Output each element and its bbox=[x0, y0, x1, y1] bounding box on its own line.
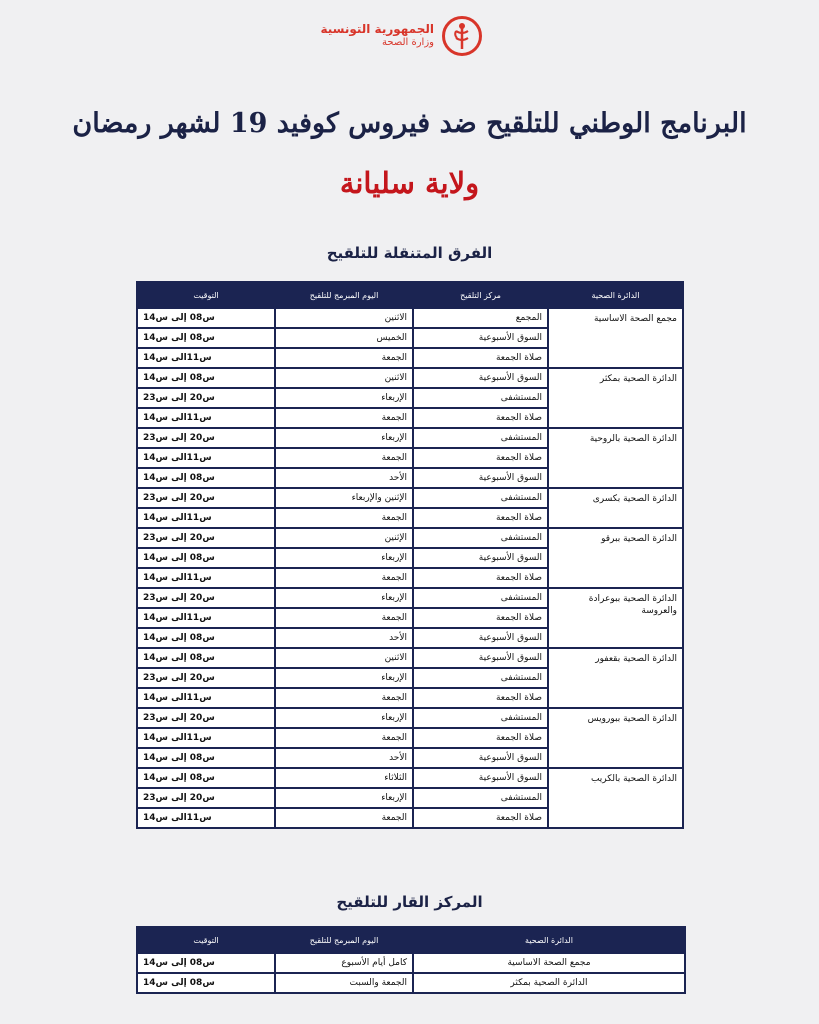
time-cell: س08 إلى س14 bbox=[137, 953, 275, 973]
day-cell: الجمعة bbox=[275, 808, 413, 828]
time-cell: س20 إلى س23 bbox=[137, 388, 275, 408]
time-cell: س11الى س14 bbox=[137, 688, 275, 708]
mobile-teams-table bbox=[136, 281, 684, 829]
day-cell: الجمعة bbox=[275, 728, 413, 748]
center-cell: السوق الأسبوعية bbox=[413, 368, 548, 388]
district-cell: الدائرة الصحية بالكريب bbox=[548, 768, 683, 828]
day-cell: الجمعة bbox=[275, 408, 413, 428]
table-row bbox=[137, 973, 685, 993]
fixed-center-table bbox=[136, 926, 686, 994]
center-cell: صلاة الجمعة bbox=[413, 608, 548, 628]
center-cell: السوق الأسبوعية bbox=[413, 768, 548, 788]
day-cell: الجمعة bbox=[275, 508, 413, 528]
time-cell: س20 إلى س23 bbox=[137, 428, 275, 448]
day-cell: الإثنين والإربعاء bbox=[275, 488, 413, 508]
table-row bbox=[137, 368, 683, 388]
time-cell: س20 إلى س23 bbox=[137, 588, 275, 608]
district-cell: الدائرة الصحية بالروحية bbox=[548, 428, 683, 488]
time-cell: س20 إلى س23 bbox=[137, 528, 275, 548]
day-cell: الإربعاء bbox=[275, 668, 413, 688]
table-row bbox=[137, 708, 683, 728]
day-cell: كامل أيام الأسبوع bbox=[275, 953, 413, 973]
table-row bbox=[137, 588, 683, 608]
center-cell: صلاة الجمعة bbox=[413, 728, 548, 748]
time-cell: س20 إلى س23 bbox=[137, 668, 275, 688]
time-cell: س11الى س14 bbox=[137, 568, 275, 588]
center-cell: المستشفى bbox=[413, 588, 548, 608]
center-cell: المستشفى bbox=[413, 788, 548, 808]
column-header: الدائرة الصحية bbox=[548, 282, 683, 308]
time-cell: س11الى س14 bbox=[137, 408, 275, 428]
day-cell: الإربعاء bbox=[275, 548, 413, 568]
day-cell: الإربعاء bbox=[275, 788, 413, 808]
day-cell: الجمعة bbox=[275, 568, 413, 588]
day-cell: الجمعة bbox=[275, 348, 413, 368]
center-cell: السوق الأسبوعية bbox=[413, 628, 548, 648]
time-cell: س08 إلى س14 bbox=[137, 328, 275, 348]
time-cell: س11الى س14 bbox=[137, 508, 275, 528]
table-row bbox=[137, 488, 683, 508]
fixed-center-heading: المركز القار للتلقيح bbox=[336, 893, 483, 911]
column-header: الدائرة الصحية bbox=[413, 927, 685, 953]
day-cell: الاثنين bbox=[275, 308, 413, 328]
day-cell: الإربعاء bbox=[275, 428, 413, 448]
mobile-teams-heading: الفرق المتنقلة للتلقيح bbox=[326, 244, 493, 262]
time-cell: س08 إلى س14 bbox=[137, 973, 275, 993]
time-cell: س20 إلى س23 bbox=[137, 788, 275, 808]
logo-country-text: الجمهورية التونسية bbox=[320, 22, 434, 36]
district-cell: الدائرة الصحية بقعفور bbox=[548, 648, 683, 708]
day-cell: الخميس bbox=[275, 328, 413, 348]
time-cell: س11الى س14 bbox=[137, 448, 275, 468]
center-cell: صلاة الجمعة bbox=[413, 448, 548, 468]
time-cell: س11الى س14 bbox=[137, 728, 275, 748]
center-cell: صلاة الجمعة bbox=[413, 808, 548, 828]
table-row bbox=[137, 953, 685, 973]
column-header: التوقيت bbox=[137, 927, 275, 953]
day-cell: الإربعاء bbox=[275, 708, 413, 728]
center-cell: صلاة الجمعة bbox=[413, 348, 548, 368]
district-cell: الدائرة الصحية بمكثر bbox=[413, 973, 685, 993]
center-cell: السوق الأسبوعية bbox=[413, 648, 548, 668]
district-cell: الدائرة الصحية بكسرى bbox=[548, 488, 683, 528]
column-header: مركز التلقيح bbox=[413, 282, 548, 308]
day-cell: الأحد bbox=[275, 628, 413, 648]
center-cell: السوق الأسبوعية bbox=[413, 748, 548, 768]
center-cell: صلاة الجمعة bbox=[413, 408, 548, 428]
day-cell: الأحد bbox=[275, 468, 413, 488]
center-cell: السوق الأسبوعية bbox=[413, 548, 548, 568]
center-cell: المستشفى bbox=[413, 488, 548, 508]
center-cell: صلاة الجمعة bbox=[413, 568, 548, 588]
time-cell: س11الى س14 bbox=[137, 348, 275, 368]
day-cell: الثلاثاء bbox=[275, 768, 413, 788]
table-header-row bbox=[137, 282, 683, 308]
time-cell: س08 إلى س14 bbox=[137, 648, 275, 668]
center-cell: السوق الأسبوعية bbox=[413, 328, 548, 348]
table-header-row bbox=[137, 927, 685, 953]
center-cell: صلاة الجمعة bbox=[413, 688, 548, 708]
column-header: اليوم المبرمج للتلقيح bbox=[275, 282, 413, 308]
center-cell: المجمع bbox=[413, 308, 548, 328]
day-cell: الاثنين bbox=[275, 648, 413, 668]
page-subtitle: ولاية سليانة bbox=[339, 166, 480, 200]
day-cell: الجمعة bbox=[275, 688, 413, 708]
center-cell: المستشفى bbox=[413, 708, 548, 728]
day-cell: الجمعة bbox=[275, 448, 413, 468]
center-cell: السوق الأسبوعية bbox=[413, 468, 548, 488]
ministry-logo bbox=[320, 14, 482, 66]
time-cell: س08 إلى س14 bbox=[137, 748, 275, 768]
district-cell: الدائرة الصحية ببوعرادة والعروسة bbox=[548, 588, 683, 648]
day-cell: الجمعة والسبت bbox=[275, 973, 413, 993]
time-cell: س08 إلى س14 bbox=[137, 628, 275, 648]
district-cell: الدائرة الصحية ببورويس bbox=[548, 708, 683, 768]
time-cell: س11الى س14 bbox=[137, 808, 275, 828]
day-cell: الإربعاء bbox=[275, 388, 413, 408]
center-cell: المستشفى bbox=[413, 388, 548, 408]
center-cell: صلاة الجمعة bbox=[413, 508, 548, 528]
logo-ministry-text: وزارة الصحة bbox=[382, 37, 434, 48]
column-header: التوقيت bbox=[137, 282, 275, 308]
table-row bbox=[137, 308, 683, 328]
center-cell: المستشفى bbox=[413, 668, 548, 688]
time-cell: س08 إلى س14 bbox=[137, 468, 275, 488]
time-cell: س11الى س14 bbox=[137, 608, 275, 628]
table-row bbox=[137, 528, 683, 548]
table-row bbox=[137, 648, 683, 668]
center-cell: المستشفى bbox=[413, 528, 548, 548]
time-cell: س20 إلى س23 bbox=[137, 708, 275, 728]
district-cell: الدائرة الصحية ببرقو bbox=[548, 528, 683, 588]
time-cell: س08 إلى س14 bbox=[137, 768, 275, 788]
time-cell: س20 إلى س23 bbox=[137, 488, 275, 508]
district-cell: مجمع الصحة الاساسية bbox=[548, 308, 683, 368]
day-cell: الأحد bbox=[275, 748, 413, 768]
page-title: البرنامج الوطني للتلقيح ضد فيروس كوفيد 19 لشهر رمضان bbox=[72, 108, 747, 139]
time-cell: س08 إلى س14 bbox=[137, 308, 275, 328]
column-header: اليوم المبرمج للتلقيح bbox=[275, 927, 413, 953]
district-cell: مجمع الصحة الاساسية bbox=[413, 953, 685, 973]
district-cell: الدائرة الصحية بمكثر bbox=[548, 368, 683, 428]
center-cell: المستشفى bbox=[413, 428, 548, 448]
day-cell: الاثنين bbox=[275, 368, 413, 388]
table-row bbox=[137, 428, 683, 448]
time-cell: س08 إلى س14 bbox=[137, 368, 275, 388]
caduceus-icon bbox=[442, 16, 482, 56]
day-cell: الإثنين bbox=[275, 528, 413, 548]
day-cell: الإربعاء bbox=[275, 588, 413, 608]
table-row bbox=[137, 768, 683, 788]
time-cell: س08 إلى س14 bbox=[137, 548, 275, 568]
day-cell: الجمعة bbox=[275, 608, 413, 628]
